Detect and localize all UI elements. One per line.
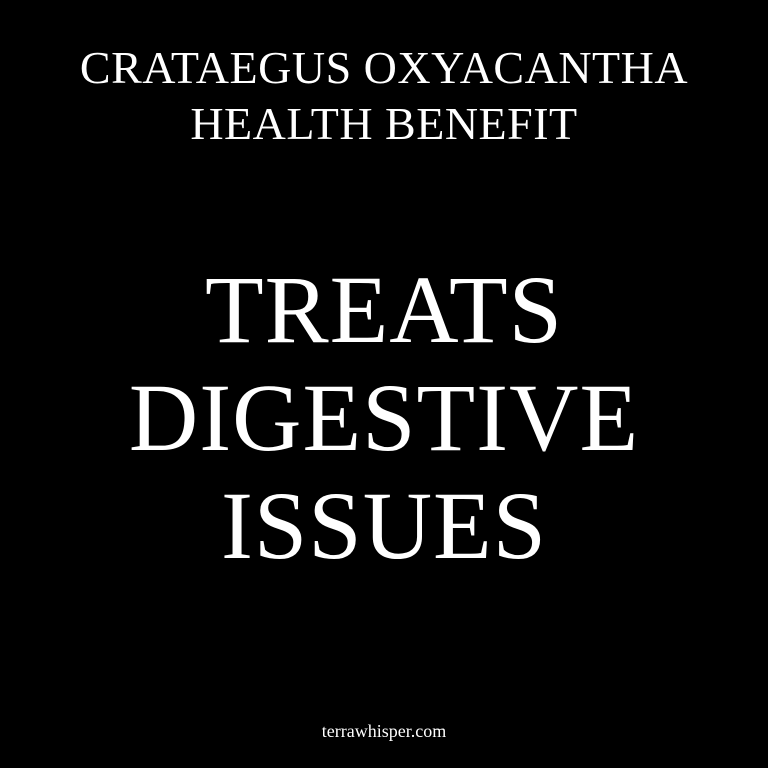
card-header: [0, 40, 768, 152]
plant-name: CRATAEGUS OXYACANTHA: [79, 42, 689, 93]
website-credit: terrawhisper.com: [321, 721, 447, 741]
benefit-headline: [0, 256, 768, 580]
headline-line-1: TREATS: [204, 256, 564, 363]
header-subtitle: HEALTH BENEFIT: [190, 98, 578, 149]
headline-line-3: ISSUES: [220, 472, 548, 579]
headline-line-2: DIGESTIVE: [128, 364, 640, 471]
